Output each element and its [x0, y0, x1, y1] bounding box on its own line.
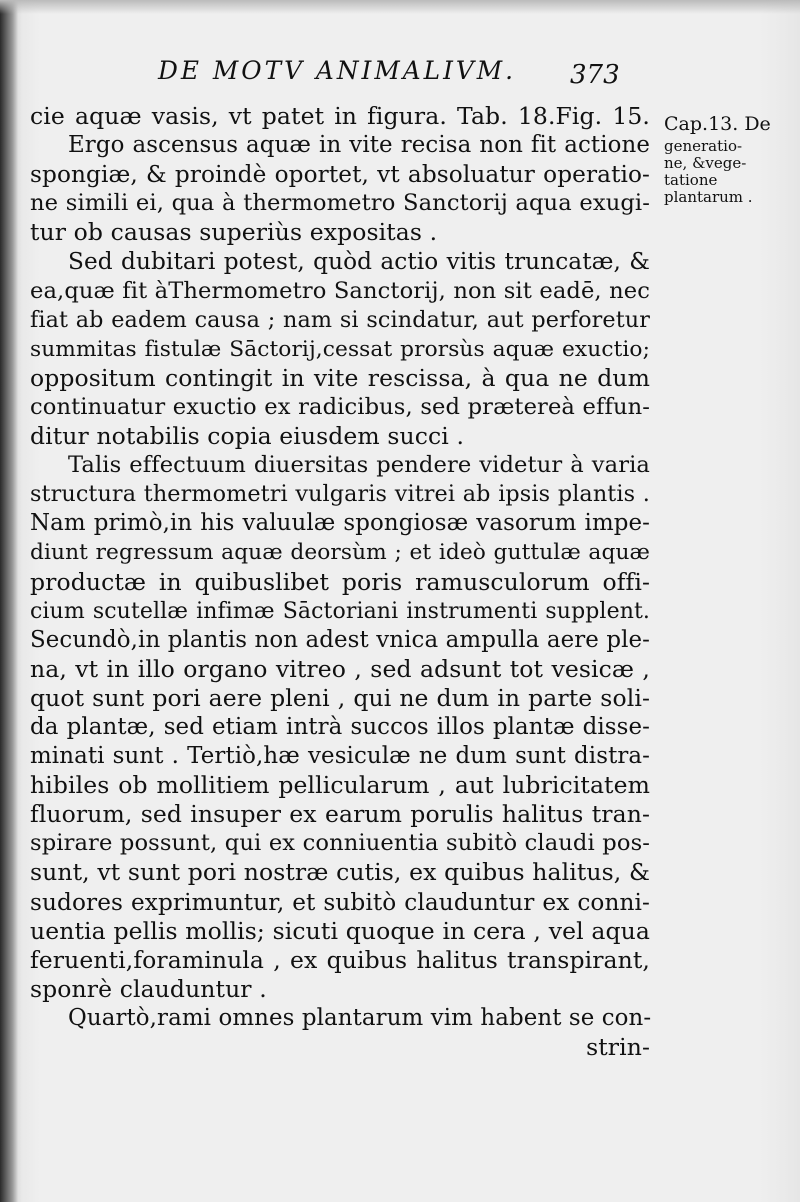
text-line: Sed dubitari potest, quòd actio vitis truncatæ, &	[68, 248, 650, 276]
body-text	[30, 102, 650, 1062]
text-line: productæ in quibuslibet poris ramusculorum offi-	[30, 567, 650, 596]
text-line: spongiæ, & proindè oportet, vt absoluatur operatio-	[30, 161, 650, 189]
text-line: summitas fistulæ Sāctorij,cessat prorsùs aquæ exuctio;	[30, 336, 650, 362]
text-line: cium scutellæ infimæ Sāctoriani instrumenti supplent.	[30, 598, 650, 624]
text-line: structura thermometri vulgaris vitrei ab ipsis plantis .	[30, 481, 650, 508]
text-line: cie aquæ vasis, vt patet in figura. Tab. 18.Fig. 15.	[30, 102, 650, 130]
top-edge-shadow	[0, 0, 800, 14]
text-line: fluorum, sed insuper ex earum porulis halitus tran-	[30, 800, 650, 829]
text-line: tur ob causas superiùs expositas .	[30, 218, 438, 247]
text-line: continuatur exuctio ex radicibus, sed prætereà effun-	[30, 393, 650, 420]
page-number: 373	[570, 60, 620, 90]
text-line: quot sunt pori aere pleni , qui ne dum in parte soli-	[30, 683, 650, 712]
text-line: Quartò,rami omnes plantarum vim habent se con-	[68, 1004, 652, 1031]
catchword: strin-	[586, 1033, 650, 1061]
marginal-line: tatione	[664, 171, 718, 189]
text-line: ditur notabilis copia eiusdem succi .	[30, 422, 465, 451]
text-line: da plantæ, sed etiam intrà succos illos plantæ disse-	[30, 713, 650, 740]
text-line: sudores exprimuntur, et subitò clauduntur ex conni-	[30, 888, 650, 916]
text-line: sponrè clauduntur .	[30, 974, 267, 1003]
text-line: uentia pellis mollis; sicuti quoque in cera , vel aqua	[30, 916, 650, 945]
running-head: DE MOTV ANIMALIVM.	[158, 56, 517, 85]
marginal-line: plantarum .	[664, 188, 753, 206]
text-line: diunt regressum aquæ deorsùm ; et ideò guttulæ aquæ	[30, 540, 650, 566]
text-line: spirare possunt, qui ex conniuentia subitò claudi pos-	[30, 830, 650, 857]
text-line: Secundò,in plantis non adest vnica ampulla aere ple-	[30, 626, 650, 653]
text-line: minati sunt . Tertiò,hæ vesiculæ ne dum sunt distra-	[30, 743, 650, 770]
marginal-line: generatio-	[664, 137, 743, 155]
text-line: hibiles ob mollitiem pellicularum , aut lubricitatem	[30, 771, 650, 800]
text-line: oppositum contingit in vite rescissa, à qua ne dum	[30, 363, 650, 392]
text-line: ea,quæ fit àThermometro Sanctorij, non sit eadē, nec	[30, 277, 650, 304]
text-line: na, vt in illo organo vitreo , sed adsunt tot vesicæ ,	[30, 654, 650, 683]
text-line: ne simili ei, qua à thermometro Sanctorij aqua exugi-	[30, 190, 650, 217]
marginal-line: Cap.13. De	[664, 113, 771, 135]
text-line: sunt, vt sunt pori nostræ cutis, ex quibus halitus, &	[30, 858, 650, 887]
text-line: Nam primò,in his valuulæ spongiosæ vasorum impe-	[30, 510, 650, 537]
text-line: Talis effectuum diuersitas pendere videtur à varia	[68, 452, 650, 479]
text-line: Ergo ascensus aquæ in vite recisa non fit actione	[68, 132, 650, 159]
binding-shadow	[0, 0, 18, 1202]
text-line: feruenti,foraminula , ex quibus halitus transpirant,	[30, 945, 650, 974]
marginal-note	[664, 113, 794, 206]
marginal-line: ne, &vege-	[664, 154, 747, 172]
text-line: fiat ab eadem causa ; nam si scindatur, aut perforetur	[30, 306, 650, 333]
